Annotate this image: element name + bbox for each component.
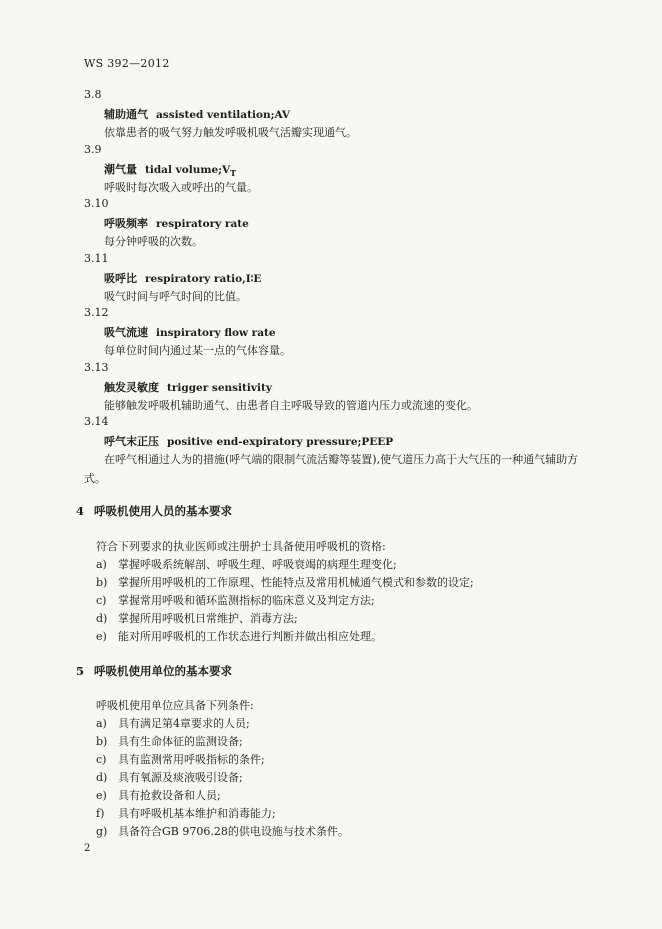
term-number: 3.14 (84, 415, 109, 428)
term-english: positive end-expiratory pressure;PEEP (167, 436, 394, 448)
term-title (104, 324, 276, 340)
list-item: f) 具有呼吸机基本维护和消毒能力; (96, 807, 276, 820)
term-subscript: T (230, 168, 237, 179)
section-title: 呼吸机使用人员的基本要求 (94, 504, 232, 518)
list-item: a) 具有满足第4章要求的人员; (96, 717, 250, 730)
term-number: 3.10 (84, 197, 109, 210)
list-item: e) 能对所用呼吸机的工作状态进行判断并做出相应处理。 (96, 630, 382, 643)
section-title: 呼吸机使用单位的基本要求 (94, 664, 232, 678)
term-chinese: 触发灵敏度 (104, 381, 159, 394)
term-definition: 呼吸时每次吸入或呼出的气量。 (104, 181, 258, 194)
term-definition: 能够触发呼吸机辅助通气、由患者自主呼吸导致的管道内压力或流速的变化。 (104, 399, 478, 412)
term-title (104, 433, 393, 449)
term-chinese: 辅助通气 (104, 108, 148, 121)
section-number: 5 (76, 664, 85, 678)
section-heading (76, 663, 232, 679)
list-item: c) 掌握常用呼吸和循环监测指标的临床意义及判定方法; (96, 594, 375, 607)
term-definition: 在呼气相通过人为的措施(呼气端的限制气流活瓣等装置),使气道压力高于大气压的一种通气辅助方式。 (84, 453, 579, 485)
term-title (104, 106, 290, 122)
term-definition: 依靠患者的吸气努力触发呼吸机吸气活瓣实现通气。 (104, 126, 357, 139)
term-number: 3.13 (84, 361, 109, 374)
term-english: respiratory ratio,I∶E (145, 273, 262, 285)
term-title (104, 215, 249, 231)
list-item: e) 具有抢救设备和人员; (96, 789, 221, 802)
term-chinese: 吸呼比 (104, 272, 137, 285)
section-heading (76, 503, 232, 519)
term-english: tidal $volume;V_T$ (145, 164, 237, 179)
term-english: inspiratory flow rate (156, 327, 276, 339)
term-title (104, 379, 272, 395)
document-header: WS 392—2012 (84, 57, 170, 70)
section-number: 4 (76, 504, 85, 518)
list-item: d) 具有氧源及痰液吸引设备; (96, 771, 243, 784)
list-item: g) 具备符合GB 9706.28的供电设施与技术条件。 (96, 825, 349, 838)
page-number: 2 (84, 843, 91, 854)
term-english: respiratory rate (156, 218, 249, 230)
list-item: c) 具有监测常用呼吸指标的条件; (96, 753, 265, 766)
term-definition: 每分钟呼吸的次数。 (104, 235, 203, 248)
section-intro: 呼吸机使用单位应具备下列条件: (96, 699, 254, 712)
term-definition: 吸气时间与呼气时间的比值。 (104, 290, 247, 303)
list-item: b) 掌握所用呼吸机的工作原理、性能特点及常用机械通气模式和参数的设定; (96, 576, 474, 589)
section-intro: 符合下列要求的执业医师或注册护士具备使用呼吸机的资格: (96, 540, 386, 553)
term-definition: 每单位时间内通过某一点的气体容量。 (104, 344, 291, 357)
term-number: 3.9 (84, 143, 102, 156)
term-number: 3.11 (84, 252, 109, 265)
list-item: d) 掌握所用呼吸机日常维护、消毒方法; (96, 612, 298, 625)
term-english: trigger sensitivity (167, 382, 272, 394)
list-item: a) 掌握呼吸系统解剖、呼吸生理、呼吸衰竭的病理生理变化; (96, 558, 397, 571)
term-number: 3.12 (84, 306, 109, 319)
term-chinese: 潮气量 (104, 163, 137, 176)
term-chinese: 吸气流速 (104, 326, 148, 339)
term-title (104, 270, 261, 286)
term-chinese: 呼吸频率 (104, 217, 148, 230)
term-title (104, 161, 236, 178)
list-item: b) 具有生命体征的监测设备; (96, 735, 243, 748)
term-chinese: 呼气末正压 (104, 435, 159, 448)
term-number: 3.8 (84, 88, 102, 101)
term-english: assisted ventilation;AV (156, 109, 290, 121)
